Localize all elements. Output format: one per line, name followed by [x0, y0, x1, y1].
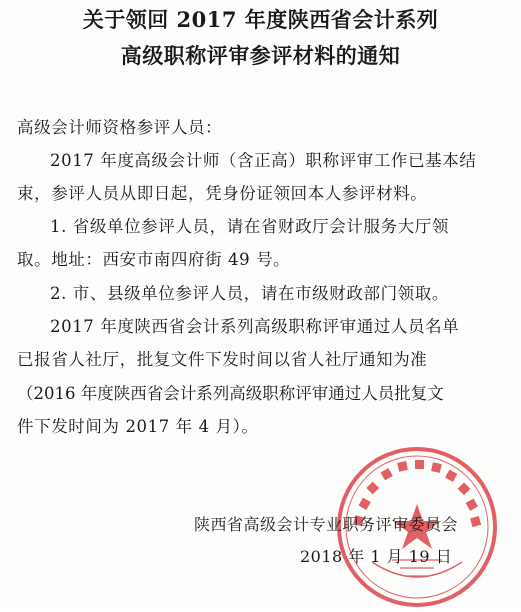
body-line: （2016 年度陕西省会计系列高级职称评审通过人员批复文	[17, 384, 444, 403]
body-line: 2017 年度高级会计师（含正高）职称评审工作已基本结	[50, 151, 477, 170]
signature-organization: 陕西省高级会计专业职务评审委员会	[194, 515, 459, 534]
document-title-line-2: 高级职称评审参评材料的通知	[120, 43, 401, 68]
body-line: 取。地址：西安市南四府街 49 号。	[17, 250, 291, 269]
body-line: 已报省人社厅，批复文件下发时间以省人社厅通知为准	[17, 350, 428, 369]
body-line: 1. 省级单位参评人员，请在省财政厅会计服务大厅领	[50, 217, 449, 236]
document-title-line-1: 关于领回 2017 年度陕西省会计系列	[82, 7, 439, 32]
body-line: 件下发时间为 2017 年 4 月）。	[17, 417, 259, 436]
body-line: 2. 市、县级单位参评人员，请在市级财政部门领取。	[50, 284, 449, 303]
body-line: 束，参评人员从即日起，凭身份证领回本人参评材料。	[17, 184, 428, 203]
salutation: 高级会计师资格参评人员：	[17, 118, 223, 137]
body-line: 2017 年度陕西省会计系列高级职称评审通过人员名单	[50, 317, 460, 336]
signature-date: 2018 年 1 月 19 日	[300, 547, 453, 566]
